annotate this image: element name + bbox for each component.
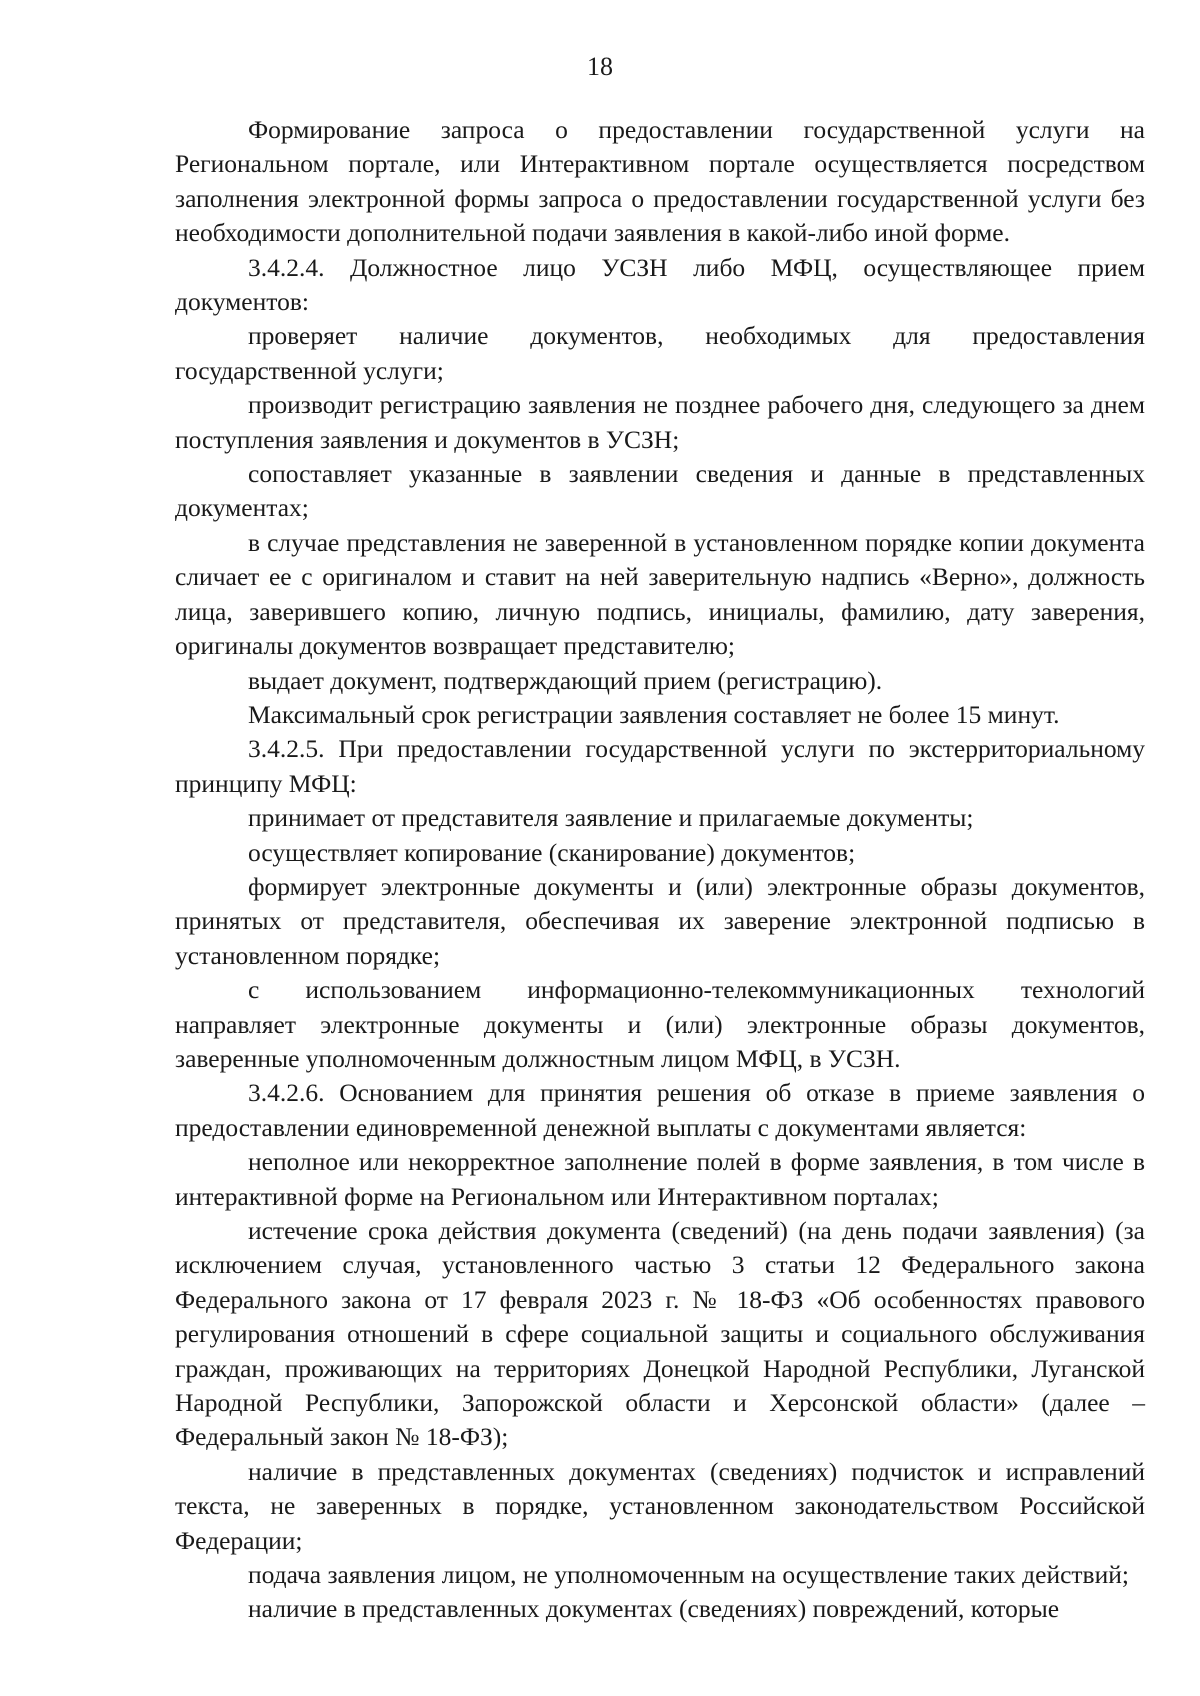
paragraph-registers-application: производит регистрацию заявления не позднее рабочего дня, следующего за днем поступления заявления и документов в УСЗН; xyxy=(175,390,1145,454)
paragraph-forms-electronic-documents: формирует электронные документы и (или) электронные образы документов, принятых от представителя, обеспечивая их заверение электронной подписью в установленном порядке; xyxy=(175,871,1145,970)
paragraph-3-4-2-6: 3.4.2.6. Основанием для принятия решения об отказе в приеме заявления о предоставлении единовременной денежной выплаты с документами является: xyxy=(175,1078,1145,1142)
paragraph-accepts-application: принимает от представителя заявление и прилагаемые документы; xyxy=(248,803,974,833)
page-number: 18 xyxy=(587,52,613,81)
paragraph-expired-document: истечение срока действия документа (сведений) (на день подачи заявления) (за исключением случая, установленного частью 3 статьи 12 Федерального закона Федерального закона от 17 февраля 2023 г. № 18-ФЗ «Об особенностях правового регулирования отношений в сфере социальной защиты и социального обслуживания граждан, проживающих на территориях Донецкой Народной Республики, Луганской Народной Республики, Запорожской области и Херсонской области» (далее – Федеральный закон № 18-ФЗ); xyxy=(175,1216,1145,1452)
paragraph-copies-documents: осуществляет копирование (сканирование) документов; xyxy=(248,837,856,867)
paragraph-3-4-2-5: 3.4.2.5. При предоставлении государственной услуги по экстерриториальному принципу МФЦ: xyxy=(175,734,1145,798)
paragraph-certifies-copy: в случае представления не заверенной в установленном порядке копии документа сличает ее с оригиналом и ставит на ней заверительную надпись «Верно», должность лица, заверившего копию, личную подпись, инициалы, фамилию, дату заверения, оригиналы документов возвращает представителю; xyxy=(175,527,1145,661)
paragraph-erasures: наличие в представленных документах (сведениях) подчисток и исправлений текста, не заверенных в порядке, установленном законодательством Российской Федерации; xyxy=(175,1456,1145,1555)
document-body xyxy=(175,113,1145,1627)
paragraph-incomplete-form: неполное или некорректное заполнение полей в форме заявления, в том числе в интерактивной форме на Региональном или Интерактивном порталах; xyxy=(175,1147,1145,1211)
paragraph-3-4-2-4: 3.4.2.4. Должностное лицо УСЗН либо МФЦ, осуществляющее прием документов: xyxy=(175,252,1145,317)
paragraph-portal-request: Формирование запроса о предоставлении государственной услуги на Региональном портале, или Интерактивном портале осуществляется посредством заполнения электронной формы запроса о предоставлении государственной услуги без необходимости дополнительной подачи заявления в какой-либо иной форме. xyxy=(175,115,1145,248)
paragraph-compares-data: сопоставляет указанные в заявлении сведения и данные в представленных документах; xyxy=(175,459,1145,523)
paragraph-issues-receipt: выдает документ, подтверждающий прием (регистрацию). xyxy=(248,665,883,695)
paragraph-damaged-documents: наличие в представленных документах (сведениях) повреждений, которые xyxy=(248,1594,1060,1624)
paragraph-sends-documents: с использованием информационно-телекоммуникационных технологий направляет электронные документы и (или) электронные образы документов, заверенные уполномоченным должностным лицом МФЦ, в УСЗН. xyxy=(175,975,1145,1073)
paragraph-max-registration-time: Максимальный срок регистрации заявления составляет не более 15 минут. xyxy=(248,699,1060,729)
paragraph-checks-documents: проверяет наличие документов, необходимых для предоставления государственной услуги; xyxy=(175,321,1145,385)
paragraph-unauthorized-person: подача заявления лицом, не уполномоченным на осуществление таких действий; xyxy=(248,1560,1129,1590)
